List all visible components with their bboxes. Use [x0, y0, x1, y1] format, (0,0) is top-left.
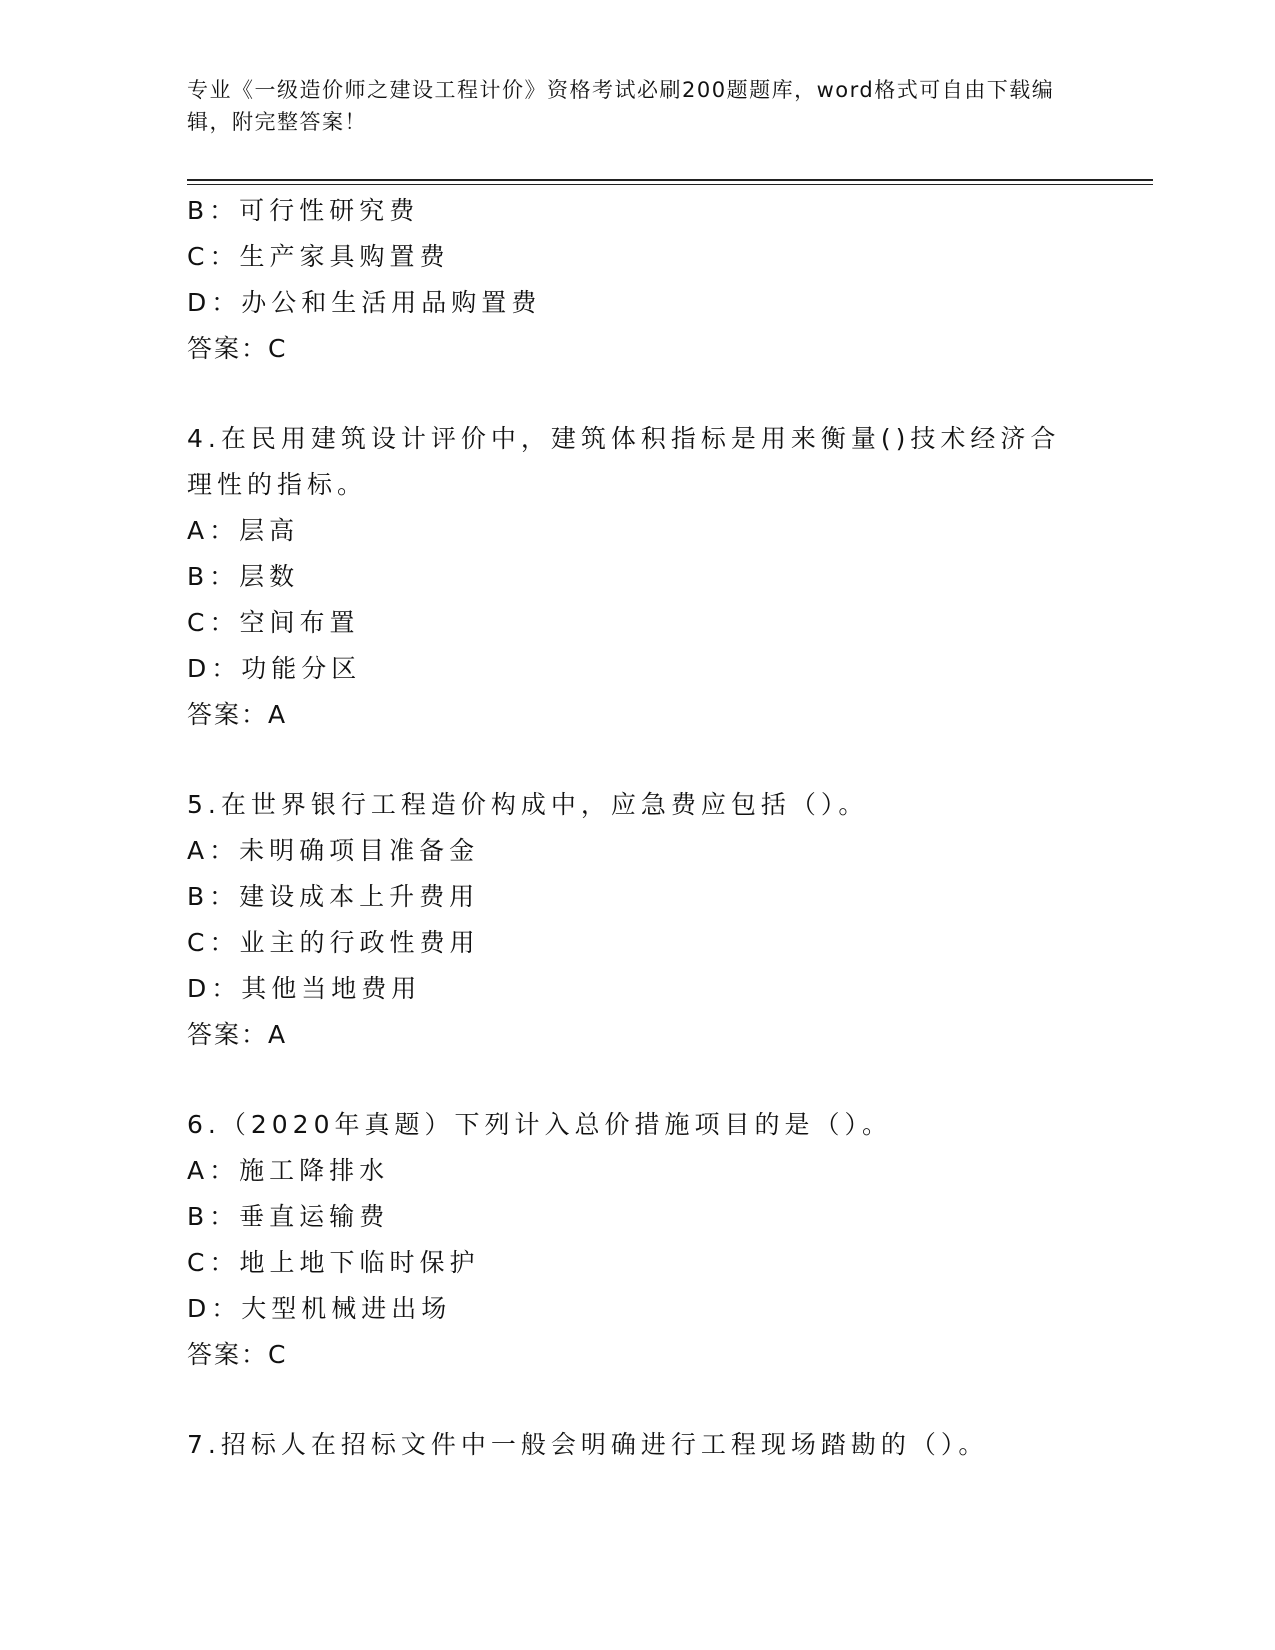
option-c: C：空间布置 — [187, 608, 360, 637]
answer: 答案：A — [187, 1020, 288, 1049]
document-header: 专业《一级造价师之建设工程计价》资格考试必刷200题题库，word格式可自由下载编辑，附完整答案！ — [187, 78, 1055, 134]
answer: 答案：A — [187, 700, 288, 729]
option-d: D：办公和生活用品购置费 — [187, 288, 542, 317]
option-a: A：施工降排水 — [187, 1156, 390, 1185]
option-d: D：功能分区 — [187, 654, 362, 683]
question-5 — [187, 782, 1087, 1058]
option-d: D：其他当地费用 — [187, 974, 422, 1003]
option-b: B：可行性研究费 — [187, 196, 420, 225]
spacer — [187, 1378, 1087, 1422]
question-7 — [187, 1422, 1087, 1468]
option-b: B：建设成本上升费用 — [187, 882, 480, 911]
spacer — [187, 1058, 1087, 1102]
option-d: D：大型机械进出场 — [187, 1294, 452, 1323]
question-text: 4.在民用建筑设计评价中，建筑体积指标是用来衡量()技术经济合理性的指标。 — [187, 424, 1061, 499]
option-c: C：业主的行政性费用 — [187, 928, 480, 957]
answer: 答案：C — [187, 334, 288, 363]
question-text: 7.招标人在招标文件中一般会明确进行工程现场踏勘的（）。 — [187, 1430, 989, 1459]
question-3 — [187, 188, 1087, 372]
question-list — [187, 188, 1087, 1468]
option-b: B：垂直运输费 — [187, 1202, 390, 1231]
header-divider-top — [187, 179, 1153, 181]
header-divider-bottom — [187, 184, 1153, 185]
option-a: A：层高 — [187, 516, 300, 545]
question-4 — [187, 416, 1087, 738]
option-c: C：地上地下临时保护 — [187, 1248, 480, 1277]
question-6 — [187, 1102, 1087, 1378]
option-c: C：生产家具购置费 — [187, 242, 450, 271]
answer: 答案：C — [187, 1340, 288, 1369]
spacer — [187, 738, 1087, 782]
question-text: 6.（2020年真题）下列计入总价措施项目的是（）。 — [187, 1110, 892, 1139]
option-b: B：层数 — [187, 562, 300, 591]
question-text: 5.在世界银行工程造价构成中，应急费应包括（）。 — [187, 790, 869, 819]
option-a: A：未明确项目准备金 — [187, 836, 480, 865]
spacer — [187, 372, 1087, 416]
